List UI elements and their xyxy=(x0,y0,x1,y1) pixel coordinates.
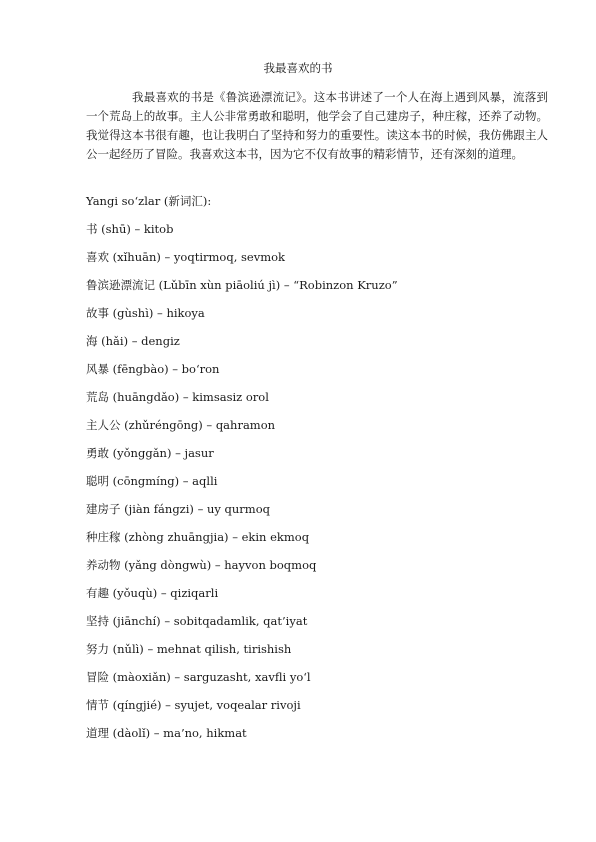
vocab-item: 喜欢 (xǐhuān) – yoqtirmoq, sevmok xyxy=(86,250,286,264)
vocab-item: 书 (shū) – kitob xyxy=(86,222,174,236)
vocab-item: 努力 (nǔlì) – mehnat qilish, tirishish xyxy=(86,642,292,656)
vocab-item: 道理 (dàolǐ) – ma’no, hikmat xyxy=(86,726,247,740)
vocab-item: 有趣 (yǒuqù) – qiziqarli xyxy=(86,586,219,600)
vocab-item: 鲁滨逊漂流记 (Lǔbīn xùn piāoliú jì) – “Robinzon Kruzo” xyxy=(86,278,398,292)
body-paragraph: 我最喜欢的书是《鲁滨逊漂流记》。这本书讲述了一个人在海上遇到风暴，流落到一个荒岛上的故事。主人公非常勇敢和聪明，他学会了自己建房子，种庄稼，还养了动物。我觉得这本书很有趣，也让我明白了坚持和努力的重要性。读这本书的时候，我仿佛跟主人公一起经历了冒险。我喜欢这本书，因为它不仅有故事的精彩情节，还有深刻的道理。 xyxy=(86,90,548,161)
vocab-item: 冒险 (màoxiǎn) – sarguzasht, xavfli yo‘l xyxy=(86,670,311,684)
page-title: 我最喜欢的书 xyxy=(263,61,333,75)
vocab-heading: Yangi so‘zlar (新词汇): xyxy=(86,194,212,208)
vocab-item: 风暴 (fēngbào) – bo‘ron xyxy=(86,362,220,376)
vocab-item: 聪明 (cōngmíng) – aqlli xyxy=(86,474,218,488)
vocab-item: 坚持 (jiānchí) – sobitqadamlik, qat’iyat xyxy=(86,614,308,628)
vocab-item: 荒岛 (huāngdǎo) – kimsasiz orol xyxy=(86,390,269,404)
vocab-item: 情节 (qíngjié) – syujet, voqealar rivoji xyxy=(86,698,301,712)
vocab-item: 建房子 (jiàn fángzi) – uy qurmoq xyxy=(86,502,270,516)
vocab-item: 种庄稼 (zhòng zhuāngjia) – ekin ekmoq xyxy=(86,530,310,544)
vocab-item: 故事 (gùshì) – hikoya xyxy=(86,306,205,320)
vocab-list xyxy=(86,222,398,754)
vocab-item: 主人公 (zhǔréngōng) – qahramon xyxy=(86,418,276,432)
vocab-item: 海 (hǎi) – dengiz xyxy=(86,334,180,348)
vocab-item: 勇敢 (yǒnggǎn) – jasur xyxy=(86,446,214,460)
vocab-item: 养动物 (yǎng dòngwù) – hayvon boqmoq xyxy=(86,558,317,572)
